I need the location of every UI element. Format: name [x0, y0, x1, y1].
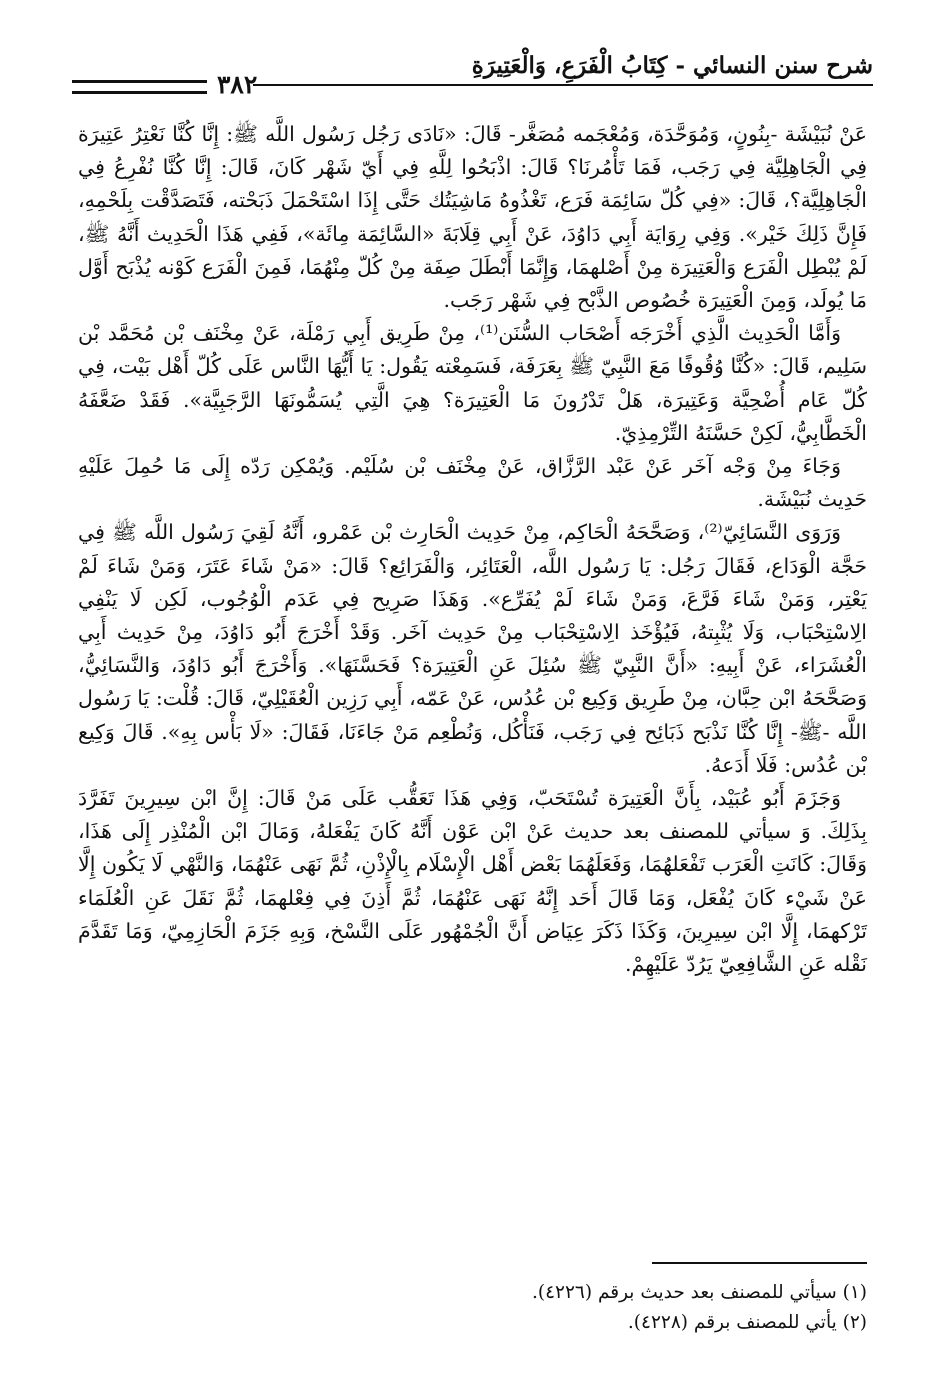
main-text: [78, 118, 867, 981]
footnote-2: (٢) يأتي للمصنف برقم (٤٢٢٨).: [627, 1312, 867, 1333]
footnotes: [78, 1262, 867, 1338]
header-title: شرح سنن النسائي - كِتَابُ الْفَرَعِ، وَالْعَتِيرَةِ: [471, 52, 873, 79]
paragraph-1: عَنْ نُبَيْشَة -بِنُونٍ، وَمُوَحَّدَة، وَمُعْجَمه مُصَغَّر- قَالَ: «نَادَى رَجُل رَسُول اللَّه ﷺ: إِنَّا كُنَّا نَعْتِرُ عَتِيرَة فِي الْجَاهِلِيَّة فِي رَجَب، فَمَا تَأْمُرنَا؟ قَالَ: اذْبَحُوا لِلَّهِ فِي أَيّ شَهْر كَانَ، قَالَ: إِنَّا كُنَّا نُفْرِعُ فِي الْجَاهِلِيَّة؟، قَالَ: «فِي كُلّ سَائِمَة فَرَع، تَغْذُوهُ مَاشِيَتُك حَتَّى إِذَا اسْتَحْمَلَ ذَبَحْته، فَتَصَدَّقْت بِلَحْمِهِ، فَإِنَّ ذَلِكَ خَيْر». وَفِي رِوَايَة أَبِي دَاوُدَ، عَنْ أَبِي قِلَابَةَ «السَّائِمَة مِائَة»، فَفِي هَذَا الْحَدِيث أَنَّهُ ﷺ، لَمْ يُبْطِل الْفَرَع وَالْعَتِيرَة مِنْ أَصْلهمَا، وَإِنَّمَا أَبْطَلَ صِفَة مِنْ كُلّ مِنْهُمَا، فَمِنَ الْفَرَع كَوْنه يُذْبَح أَوَّل مَا يُولَد، وَمِنَ الْعَتِيرَة خُصُوص الذَّبْح فِي شَهْر رَجَب.: [78, 122, 867, 313]
footnote-separator: [652, 1262, 867, 1264]
page-number: ٣٨٢: [217, 70, 258, 99]
paragraph-5: وَجَزَمَ أَبُو عُبَيْد، بِأَنَّ الْعَتِيرَة تُسْتَحَبّ، وَفِي هَذَا تَعَقُّب عَلَى مَنْ قَالَ: إِنَّ ابْن سِيرِينَ تَفَرَّدَ بِذَلِكَ. وَ سيأتي للمصنف بعد حديث عَنْ ابْن عَوْن أَنَّهُ كَانَ يَفْعَلهُ، وَمَالَ ابْن الْمُنْذِر إِلَى هَذَا، وَقَالَ: كَانَتِ الْعَرَب تَفْعَلهُمَا، وَفَعَلَهُمَا بَعْض أَهْل الْإِسْلَام بِالْإِذْنِ، ثُمَّ نَهَى عَنْهُمَا، وَالنَّهْي لَا يَكُون إِلَّا عَنْ شَيْء كَانَ يُفْعَل، وَمَا قَالَ أَحَد إِنَّهُ نَهَى عَنْهُمَا، ثُمَّ أَذِنَ فِي فِعْلهمَا، ثُمَّ نَقَلَ عَنِ الْعُلَمَاء تَرْكهمَا، إِلَّا ابْن سِيرِينَ، وَكَذَا ذَكَرَ عِيَاض أَنَّ الْجُمْهُور عَلَى النَّسْخ، وَبِهِ جَزَمَ الْحَازِمِيّ، وَمَا تَقَدَّمَ نَقْله عَنِ الشَّافِعِيّ يَرُدّ عَلَيْهِمْ.: [78, 786, 867, 977]
paragraph-4: وَرَوَى النَّسَائِيّ⁽²⁾، وَصَحَّحَهُ الْحَاكِم، مِنْ حَدِيث الْحَارِث بْن عَمْرو، أَنَّهُ لَقِيَ رَسُول اللَّه ﷺ فِي حَجَّة الْوَدَاع، فَقَالَ رَجُل: يَا رَسُول اللَّه، الْعَتَائِر، وَالْفَرَائِع؟ قَالَ: «مَنْ شَاءَ عَتَرَ، وَمَنْ شَاءَ لَمْ يَعْتِر، وَمَنْ شَاءَ فَرَّعَ، وَمَنْ شَاءَ لَمْ يُفَرِّع». وَهَذَا صَرِيح فِي عَدَم الْوُجُوب، لَكِن لَا يَنْفِي الِاسْتِحْبَاب، وَلَا يُثْبِتهُ، فَيُؤْخَذ الِاسْتِحْبَاب مِنْ حَدِيث آخَر. وَقَدْ أَخْرَجَ أَبُو دَاوُدَ، مِنْ حَدِيث أَبِي الْعُشَرَاء، عَنْ أَبِيهِ: «أَنَّ النَّبِيّ ﷺ سُئِلَ عَنِ الْعَتِيرَة؟ فَحَسَّنَهَا». وَأَخْرَجَ أَبُو دَاوُدَ، وَالنَّسَائِيُّ، وَصَحَّحَهُ ابْن حِبَّان، مِنْ طَرِيق وَكِيع بْن عُدُس، عَنْ عَمّه، أَبِي رَزِين الْعُقَيْلِيّ، قَالَ: قُلْت: يَا رَسُول اللَّه -ﷺ- إِنَّا كُنَّا نَذْبَح ذَبَائِح فِي رَجَب، فَنَأْكُل، وَنُطْعِم مَنْ جَاءَنَا، فَقَالَ: «لَا بَأْس بِهِ». قَالَ وَكِيع بْن عُدُس: فَلَا أَدَعهُ.: [78, 520, 867, 777]
paragraph-2: وَأَمَّا الْحَدِيث الَّذِي أَخْرَجَه أَصْحَاب السُّنَن⁽¹⁾، مِنْ طَرِيق أَبِي رَمْلَة، عَنْ مِخْنَف بْن مُحَمَّد بْن سَلِيم، قَالَ: «كُنَّا وُقُوفًا مَعَ النَّبِيّ ﷺ بِعَرَفَة، فَسَمِعْته يَقُول: يَا أَيُّهَا النَّاس عَلَى كُلّ أَهْل بَيْت، فِي كُلّ عَام أُضْحِيَّة وَعَتِيرَة، هَلْ تَدْرُونَ مَا الْعَتِيرَة؟ هِيَ الَّتِي يُسَمُّونَهَا الرَّجَبِيَّة». فَقَدْ ضَعَّفَهُ الْخَطَّابِيُّ، لَكِنْ حَسَّنَهُ التِّرْمِذِيّ.: [78, 321, 867, 445]
header-double-rule: [72, 80, 207, 94]
footnote-1: (١) سيأتي للمصنف بعد حديث برقم (٤٢٢٦).: [531, 1282, 867, 1303]
paragraph-3: وَجَاءَ مِنْ وَجْه آخَر عَنْ عَبْد الرَّزَّاق، عَنْ مِخْنَف بْن سُلَيْم. وَيُمْكِن رَدّه إِلَى مَا حُمِلَ عَلَيْهِ حَدِيث نُبَيْشَة.: [78, 454, 867, 512]
running-header: [72, 50, 873, 100]
header-rule: [253, 84, 873, 86]
